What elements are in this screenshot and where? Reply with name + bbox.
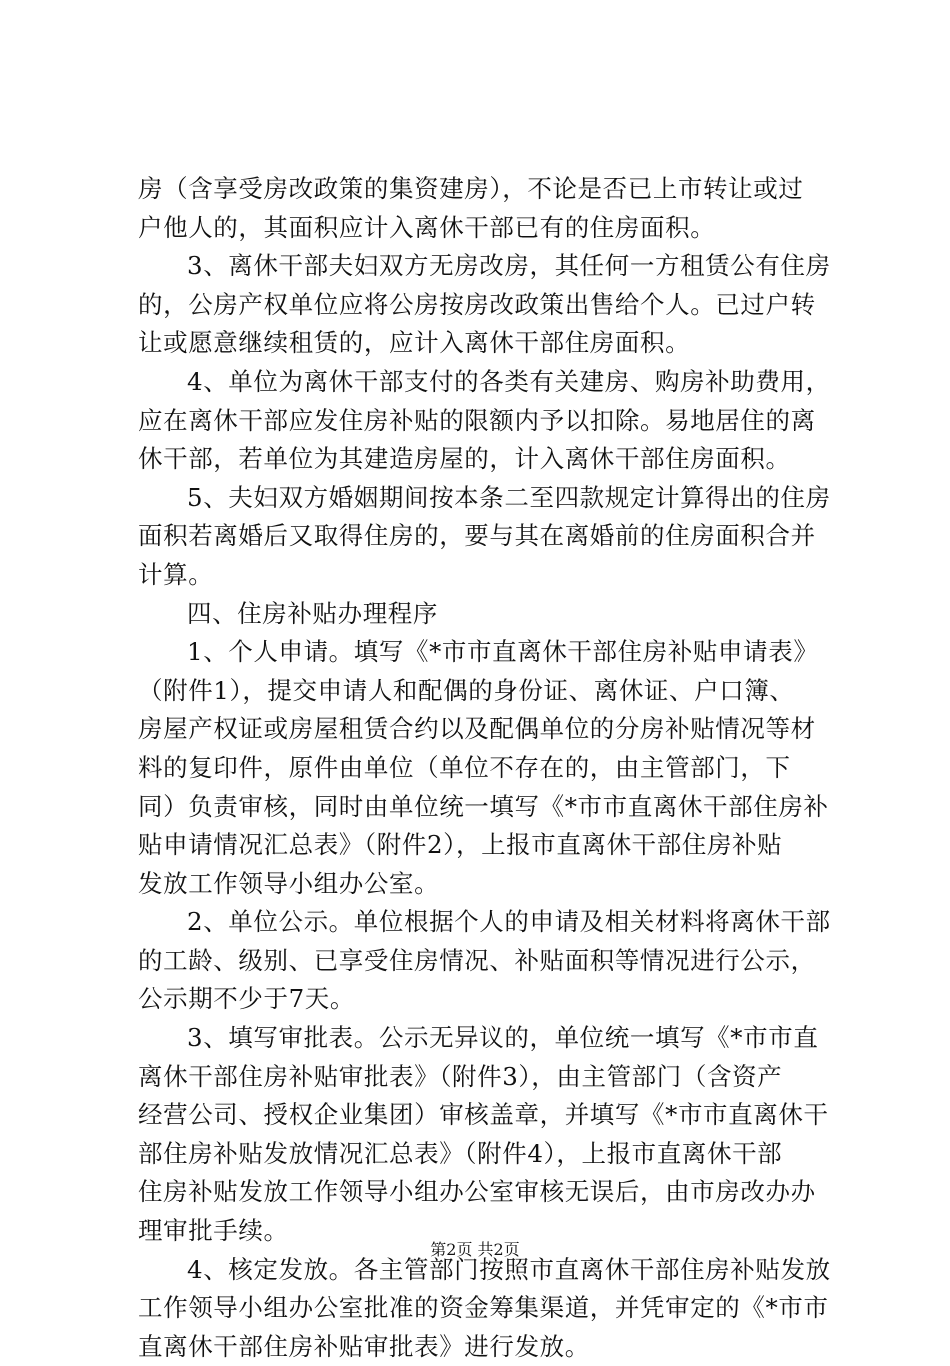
text-line: 离休干部住房补贴审批表》（附件3），由主管部门（含资产 [138, 1061, 783, 1091]
text-line: 公示期不少于7天。 [138, 984, 355, 1014]
page-footer: 第2页 共2页 [430, 1240, 520, 1259]
text-line: （附件1），提交申请人和配偶的身份证、离休证、户口簿、 [138, 675, 795, 705]
text-line: 4、核定发放。各主管部门按照市直离休干部住房补贴发放 [187, 1254, 831, 1284]
text-line: 理审批手续。 [138, 1216, 289, 1246]
text-line: 1、个人申请。填写《*市市直离休干部住房补贴申请表》 [187, 637, 819, 667]
text-line: 的工龄、级别、已享受住房情况、补贴面积等情况进行公示， [138, 945, 816, 975]
text-line: 经营公司、授权企业集团）审核盖章，并填写《*市市直离休干 [138, 1100, 829, 1130]
text-line: 2、单位公示。单位根据个人的申请及相关材料将离休干部 [187, 907, 831, 937]
text-line: 房（含享受房改政策的集资建房），不论是否已上市转让或过 [138, 174, 804, 203]
text-line: 四、住房补贴办理程序 [187, 598, 438, 628]
text-line: 工作领导小组办公室批准的资金筹集渠道，并凭审定的《*市市 [138, 1293, 829, 1323]
text-line: 料的复印件，原件由单位（单位不存在的，由主管部门，下 [138, 752, 791, 782]
text-line: 面积若离婚后又取得住房的，要与其在离婚前的住房面积合并 [138, 521, 816, 551]
text-line: 3、离休干部夫妇双方无房改房，其任何一方租赁公有住房 [187, 251, 831, 281]
text-line: 休干部，若单位为其建造房屋的，计入离休干部住房面积。 [138, 444, 791, 474]
text-line: 贴申请情况汇总表》（附件2），上报市直离休干部住房补贴 [138, 830, 783, 860]
text-line: 的，公房产权单位应将公房按房改政策出售给个人。已过户转 [138, 289, 816, 319]
text-line: 4、单位为离休干部支付的各类有关建房、购房补助费用， [187, 366, 831, 396]
text-line: 5、夫妇双方婚姻期间按本条二至四款规定计算得出的住房 [187, 482, 831, 512]
text-line: 住房补贴发放工作领导小组办公室审核无误后，由市房改办办 [138, 1177, 816, 1207]
text-line: 房屋产权证或房屋租赁合约以及配偶单位的分房补贴情况等材 [138, 714, 816, 744]
text-line: 发放工作领导小组办公室。 [138, 868, 440, 898]
text-line: 让或愿意继续租赁的，应计入离休干部住房面积。 [138, 328, 691, 358]
text-line: 户他人的，其面积应计入离休干部已有的住房面积。 [138, 212, 716, 242]
text-line: 应在离休干部应发住房补贴的限额内予以扣除。易地居住的离 [138, 405, 816, 435]
text-line: 部住房补贴发放情况汇总表》（附件4），上报市直离休干部 [138, 1138, 783, 1168]
text-line: 计算。 [138, 559, 214, 589]
text-line: 同）负责审核，同时由单位统一填写《*市市直离休干部住房补 [138, 791, 829, 821]
document-body [138, 170, 831, 1366]
text-line: 3、填写审批表。公示无异议的，单位统一填写《*市市直 [187, 1023, 819, 1053]
text-line: 直离休干部住房补贴审批表》进行发放。 [138, 1331, 590, 1361]
